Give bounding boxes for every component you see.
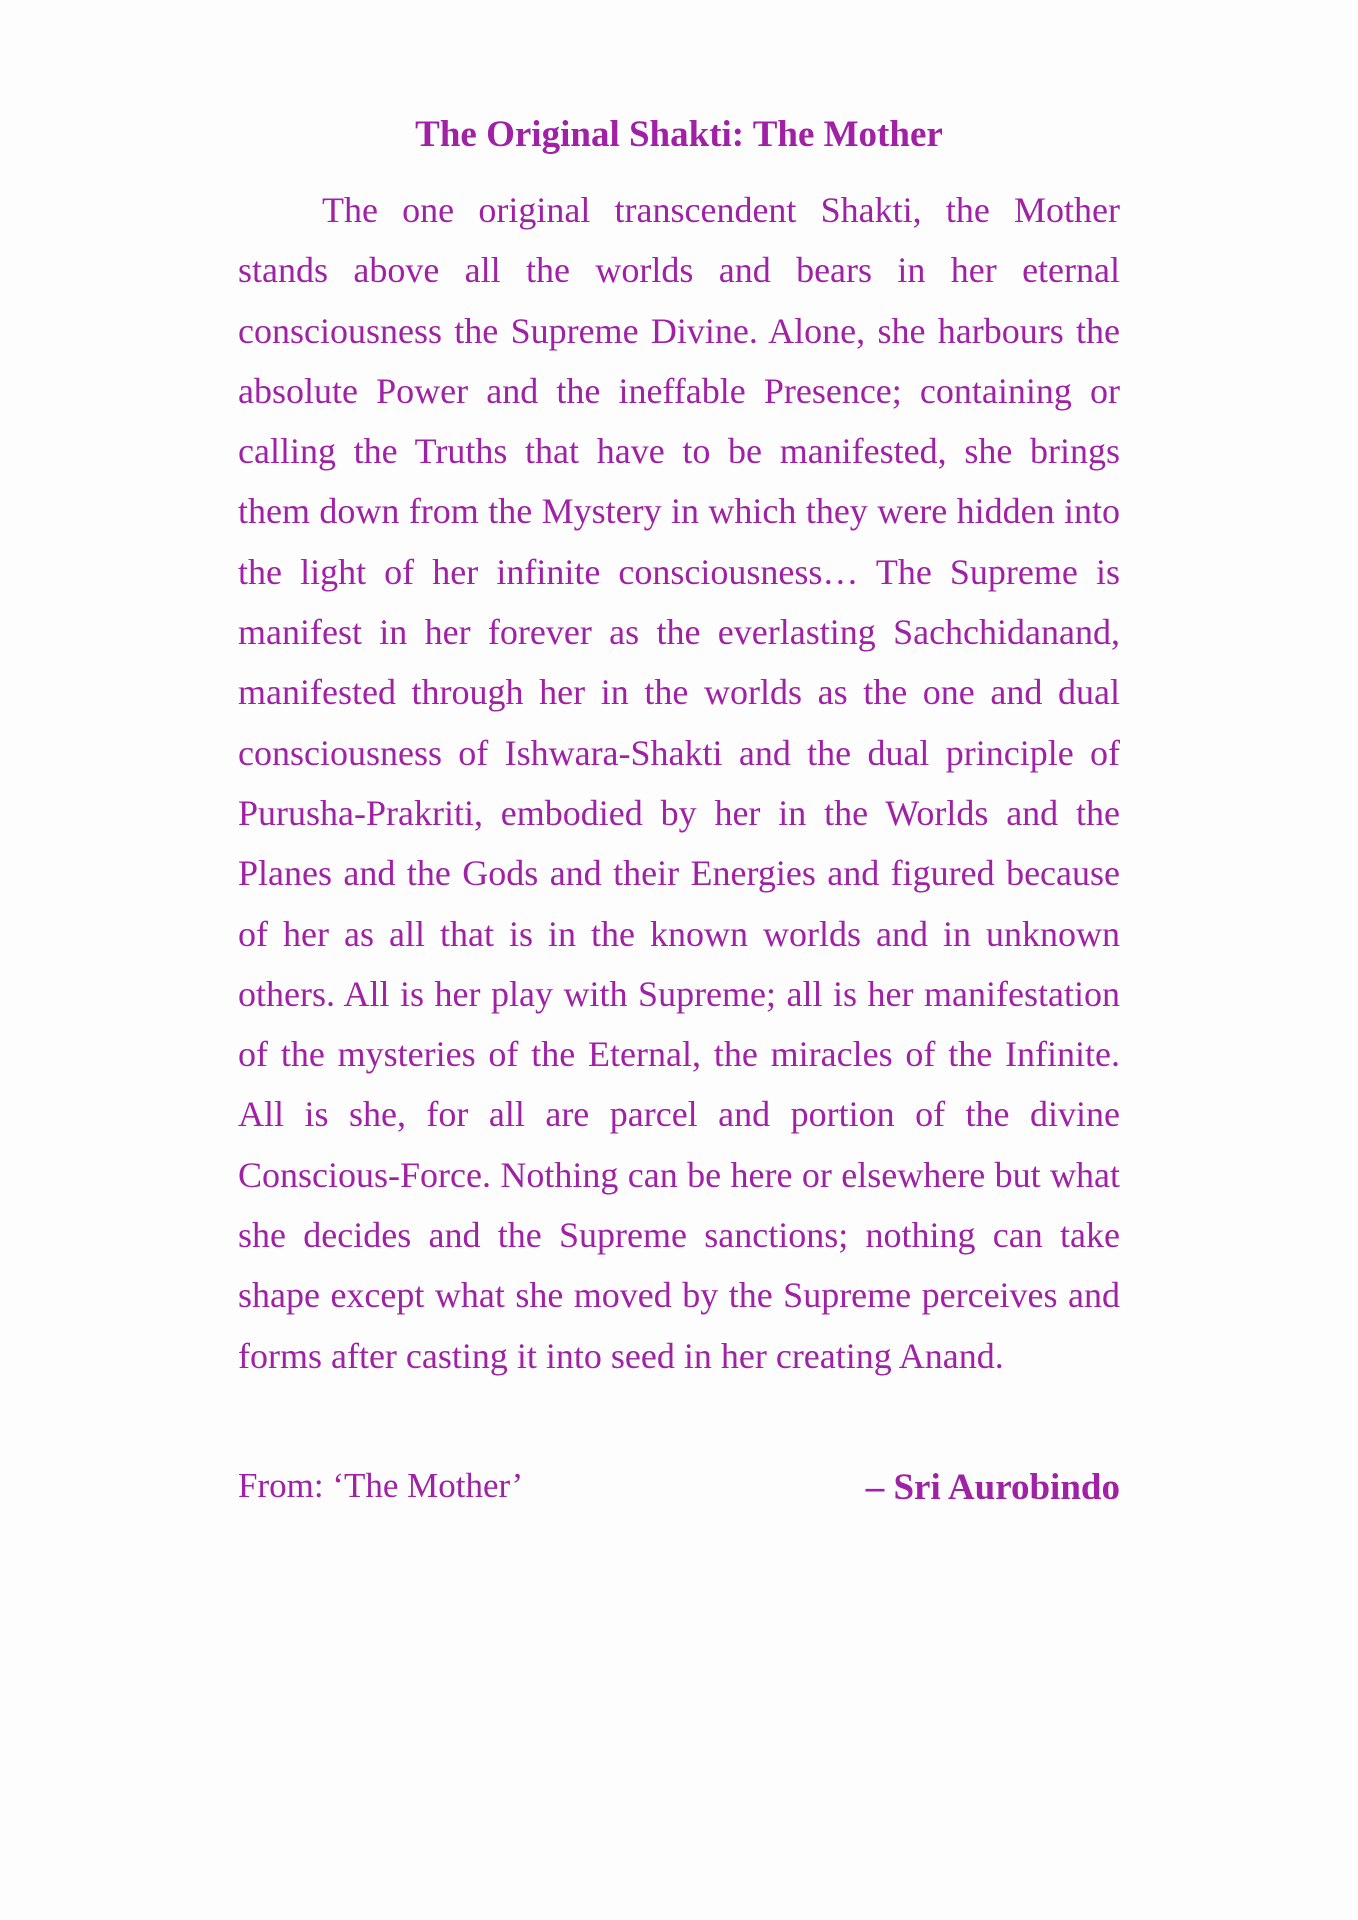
attribution-footer xyxy=(238,1462,1120,1512)
source-citation: From: ‘The Mother’ xyxy=(238,1466,524,1505)
author-signature: – Sri Aurobindo xyxy=(865,1467,1120,1508)
page-title: The Original Shakti: The Mother xyxy=(415,114,943,155)
body-paragraph: The one original transcendent Shakti, the Mother stands above all the worlds and bears in her eternal consciousness the Supreme Divine. Alone, she harbours the absolute Power and the ineffable Presence; containing or calling the Truths that have to be manifested, she brings them down from the Mystery in which they were hidden into the light of her infinite consciousness… The Supreme is manifest in her forever as the everlasting Sachchidanand, manifested through her in the worlds as the one and dual consciousness of Ishwara-Shakti and the dual principle of Purusha-Prakriti, embodied by her in the Worlds and the Planes and the Gods and their Energies and figured because of her as all that is in the known worlds and in unknown others. All is her play with Supreme; all is her manifestation of the mysteries of the Eternal, the miracles of the Infinite. All is she, for all are parcel and portion of the divine Conscious-Force. Nothing can be here or elsewhere but what she decides and the Supreme sanctions; nothing can take shape except what she moved by the Supreme perceives and forms after casting it into seed in her creating Anand. xyxy=(238,190,1120,1376)
